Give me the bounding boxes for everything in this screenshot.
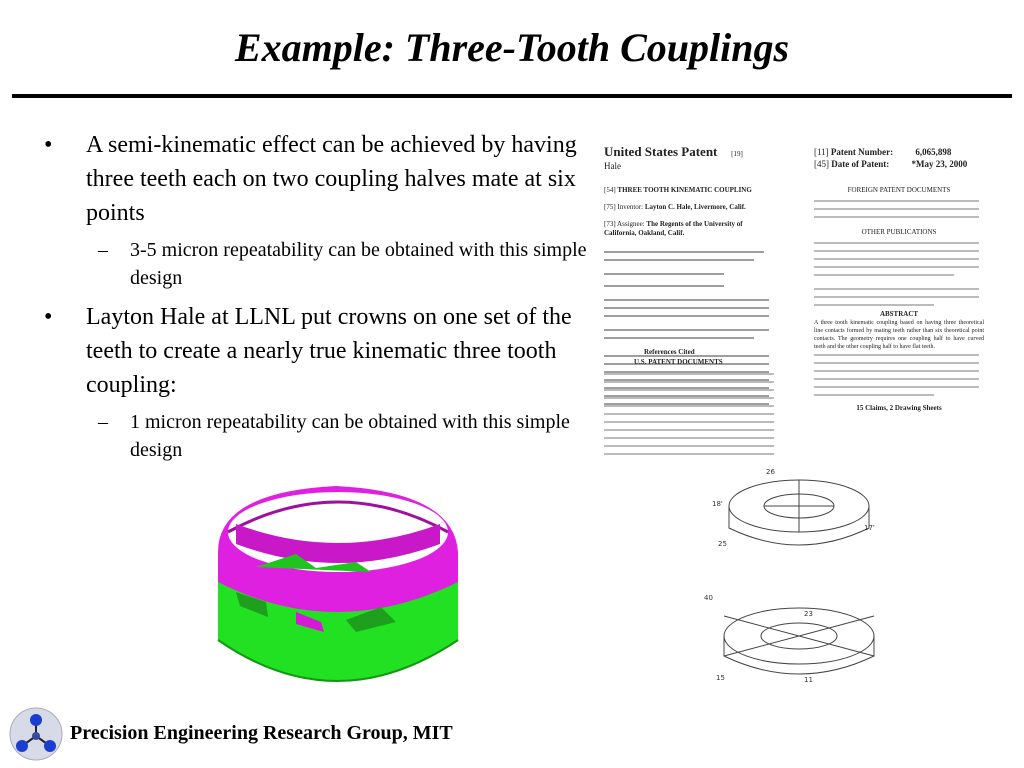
fig-label-17: 17' bbox=[864, 524, 875, 532]
patent-abstract-lines bbox=[814, 351, 984, 401]
patent-number: 6,065,898 bbox=[915, 147, 952, 157]
slide-content bbox=[40, 128, 588, 472]
patent-ref-19: [19] bbox=[731, 150, 743, 158]
patent-abstract: A three tooth kinematic coupling based on having three theoretical line contacts formed by mating teeth rather than six theoretical point contacts. The geometry requires one coupling half to have curved teeth and the other coupling half to have flat teeth. bbox=[814, 320, 984, 350]
sub-bullet-1 bbox=[40, 236, 588, 292]
patent-inventor-label: Inventor: bbox=[617, 203, 644, 211]
patent-ref-11: [11] bbox=[814, 147, 829, 157]
patent-number-label: Patent Number: bbox=[830, 147, 894, 157]
patent-field-54: [54] bbox=[604, 186, 616, 194]
patent-claims: 15 Claims, 2 Drawing Sheets bbox=[856, 404, 942, 412]
patent-other-lines bbox=[814, 237, 984, 307]
fig-label-11: 11 bbox=[804, 676, 813, 684]
bullet-1 bbox=[40, 128, 588, 230]
fig-label-23: 23 bbox=[804, 610, 813, 618]
patent-assignee: The Regents of the University of California, Oakland, Calif. bbox=[604, 220, 743, 237]
patent-references-header: References Cited bbox=[644, 348, 695, 356]
bullet-marker: • bbox=[44, 132, 53, 158]
sub-bullet-1-text: 3-5 micron repeatability can be obtained with this simple design bbox=[130, 239, 587, 289]
fig-label-40: 40 bbox=[704, 594, 713, 602]
bullet-marker: • bbox=[44, 304, 53, 330]
fig-label-18: 18' bbox=[712, 500, 723, 508]
patent-foreign-header: FOREIGN PATENT DOCUMENTS bbox=[847, 186, 951, 194]
patent-ref-45: [45] bbox=[814, 159, 829, 169]
patent-number-block bbox=[814, 146, 967, 170]
sub-bullet-marker: – bbox=[98, 411, 108, 433]
patent-abstract-header: ABSTRACT bbox=[879, 310, 919, 318]
sub-bullet-marker: – bbox=[98, 239, 108, 261]
bullet-1-text: A semi-kinematic effect can be achieved by having three teeth each on two coupling halves mate at six points bbox=[86, 132, 577, 226]
patent-us-docs-header: U.S. PATENT DOCUMENTS bbox=[634, 358, 723, 366]
patent-title: THREE TOOTH KINEMATIC COUPLING bbox=[617, 186, 752, 194]
patent-drawing-figures bbox=[704, 466, 904, 690]
patent-document-image bbox=[604, 130, 984, 460]
bullet-2 bbox=[40, 300, 588, 402]
patent-date: *May 23, 2000 bbox=[911, 159, 968, 169]
patent-reference-lines bbox=[604, 370, 779, 460]
patent-date-label: Date of Patent: bbox=[831, 159, 890, 169]
molecule-logo-icon bbox=[8, 706, 64, 762]
patent-header: United States Patent bbox=[604, 144, 718, 159]
fig-label-26: 26 bbox=[766, 468, 775, 476]
patent-field-75: [75] bbox=[604, 203, 616, 211]
fig-label-15: 15 bbox=[716, 674, 725, 682]
patent-assignee-label: Assignee: bbox=[617, 220, 645, 228]
coupling-3d-render bbox=[196, 472, 478, 698]
slide-title: Example: Three-Tooth Couplings bbox=[234, 25, 790, 70]
patent-other-header: OTHER PUBLICATIONS bbox=[861, 228, 937, 236]
patent-field-73: [73] bbox=[604, 220, 616, 228]
fig-label-25: 25 bbox=[718, 540, 727, 548]
patent-inventor: Layton C. Hale, Livermore, Calif. bbox=[644, 203, 746, 211]
title-divider bbox=[12, 94, 1012, 98]
bullet-2-text: Layton Hale at LLNL put crowns on one set of the teeth to create a nearly true kinematic three tooth coupling: bbox=[86, 304, 572, 398]
patent-inventor-short: Hale bbox=[604, 161, 621, 171]
sub-bullet-2-text: 1 micron repeatability can be obtained with this simple design bbox=[130, 411, 570, 461]
patent-foreign-lines bbox=[814, 195, 984, 225]
sub-bullet-2 bbox=[40, 408, 588, 464]
footer-text: Precision Engineering Research Group, MIT bbox=[70, 722, 453, 744]
